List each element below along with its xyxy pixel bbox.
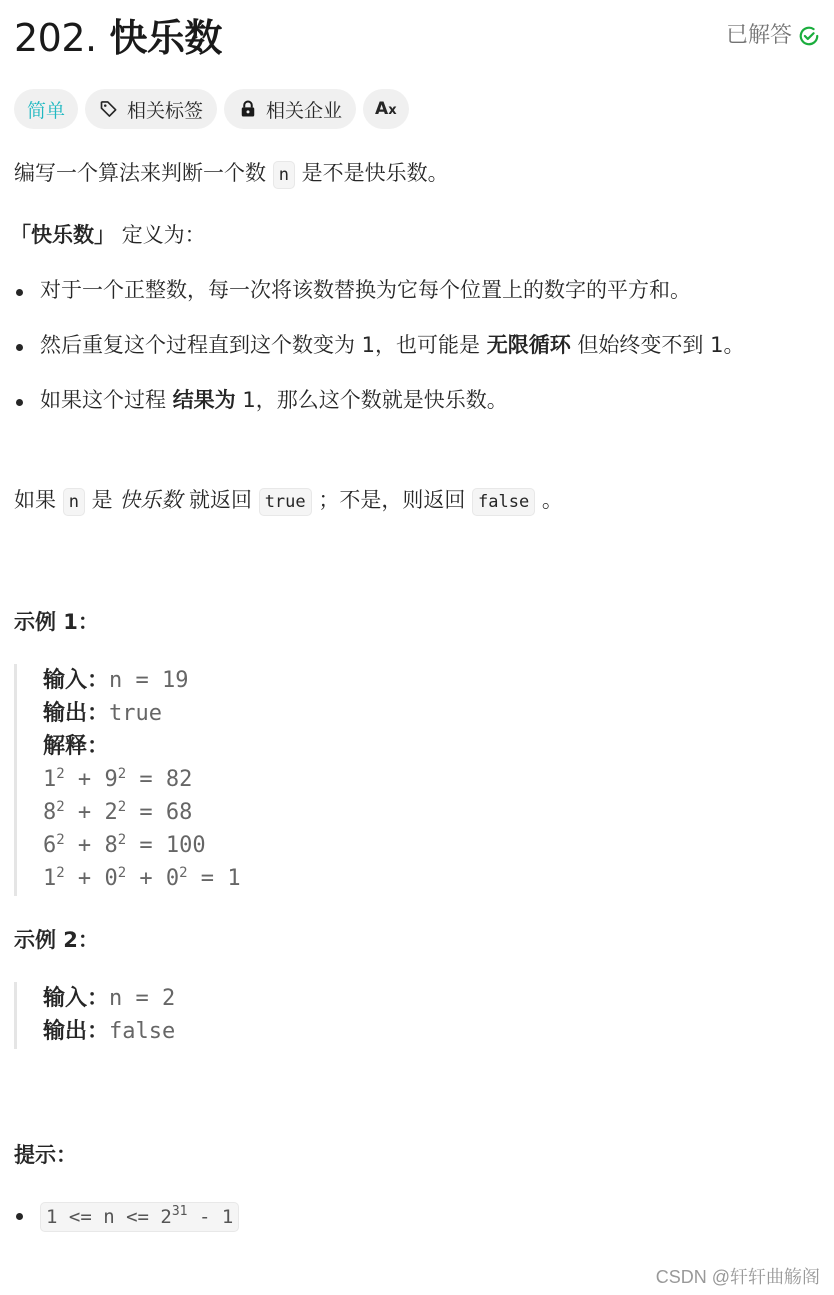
output-label: 输出：: [43, 701, 110, 726]
explanation-step: $8^2 + 2^2 = 68$: [43, 799, 193, 825]
problem-number: 202.: [14, 16, 97, 60]
text: 如果这个过程: [40, 388, 166, 412]
input-value: n = 19: [109, 668, 189, 693]
related-tags-label: 相关标签: [127, 99, 204, 122]
constraint-code: [40, 1202, 239, 1232]
related-tags-button[interactable]: [85, 89, 217, 129]
constraints-title: 提示：: [14, 1143, 77, 1167]
example-output: [43, 1015, 175, 1048]
text: - 1: [187, 1206, 234, 1228]
bold-text: 结果为: [172, 388, 236, 412]
constraint-item: [14, 1196, 239, 1237]
definition-list: [14, 274, 794, 439]
text: 然后重复这个过程直到这个数变为 1，也可能是: [40, 333, 481, 357]
digit: 9: [104, 767, 118, 792]
text: 是: [91, 488, 113, 512]
explanation-step: $1^2 + 0^2 + 0^2 = 1$: [43, 865, 241, 891]
digit: 0: [104, 866, 118, 891]
text: 就返回: [189, 488, 252, 512]
explanation-step: $1^2 + 9^2 = 82$: [43, 766, 193, 792]
example-2-block: [14, 982, 175, 1049]
text: 是不是快乐数。: [301, 161, 449, 185]
text: 1，那么这个数就是快乐数。: [242, 388, 508, 412]
example-2-title: 示例 2：: [14, 928, 99, 952]
output-label: 输出：: [43, 1019, 110, 1044]
input-label: 输入：: [43, 986, 110, 1011]
inline-code: true: [259, 488, 312, 516]
text: 定义为：: [121, 223, 206, 247]
text: 如果: [14, 488, 56, 512]
digit: 8: [104, 833, 118, 858]
output-value: false: [109, 1019, 176, 1044]
digit: 1: [43, 767, 57, 792]
result: 1: [227, 866, 241, 891]
explain-label: 解释：: [43, 734, 110, 759]
text: 编写一个算法来判断一个数: [14, 161, 266, 185]
digit: 8: [43, 800, 57, 825]
result: 100: [165, 833, 206, 858]
output-value: true: [109, 701, 162, 726]
example-input: [43, 982, 175, 1015]
problem-page: [10, 0, 820, 1228]
list-item: [14, 329, 794, 362]
explanation-step: $6^2 + 8^2 = 100$: [43, 832, 206, 858]
solved-label: 已解答: [725, 23, 792, 48]
example-output: [43, 697, 241, 730]
text: ；不是，则返回: [318, 488, 466, 512]
problem-title: [14, 14, 222, 62]
translate-icon: Ax: [375, 99, 397, 119]
problem-header: [14, 0, 820, 82]
bold-text: 无限循环: [486, 333, 571, 357]
input-label: 输入：: [43, 668, 110, 693]
watermark: CSDN @轩轩曲觞阁: [655, 1267, 820, 1287]
return-paragraph: [14, 477, 563, 525]
related-companies-button[interactable]: [224, 89, 356, 129]
intro-paragraph: [14, 150, 449, 198]
inline-code: n: [273, 161, 295, 189]
list-item: [14, 384, 794, 417]
digit: 6: [43, 833, 57, 858]
translate-button[interactable]: [363, 89, 409, 129]
text: 1 <= n <= 2: [46, 1206, 172, 1228]
related-companies-label: 相关企业: [266, 99, 343, 122]
lock-icon: [238, 99, 258, 119]
inline-code: false: [472, 488, 535, 516]
difficulty-badge[interactable]: [14, 89, 78, 129]
example-explanation: [43, 730, 241, 763]
solved-status: [726, 20, 820, 52]
digit: 0: [165, 866, 180, 891]
check-circle-icon: [798, 25, 820, 47]
list-item: [14, 274, 794, 307]
inline-code: n: [63, 488, 85, 516]
example-1-block: [14, 664, 241, 896]
digit: 2: [104, 800, 118, 825]
constraints-list: [14, 1196, 239, 1237]
italic-text: 快乐数: [119, 488, 183, 512]
bold-text: 「快乐数」: [10, 223, 115, 247]
difficulty-label: 简单: [27, 99, 66, 122]
text: 对于一个正整数，每一次将该数替换为它每个位置上的数字的平方和。: [40, 278, 691, 302]
tag-icon: [99, 99, 119, 119]
problem-name: 快乐数: [109, 16, 222, 60]
tag-bar: [14, 89, 409, 129]
superscript: 31: [171, 1204, 188, 1219]
result: 68: [165, 800, 193, 825]
text: 。: [541, 488, 563, 512]
text: 但始终变不到 1。: [577, 333, 745, 357]
input-value: n = 2: [109, 986, 176, 1011]
definition-heading: [10, 212, 206, 258]
example-1-title: 示例 1：: [14, 610, 99, 634]
result: 82: [165, 767, 193, 792]
example-input: [43, 664, 241, 697]
digit: 1: [43, 866, 57, 891]
